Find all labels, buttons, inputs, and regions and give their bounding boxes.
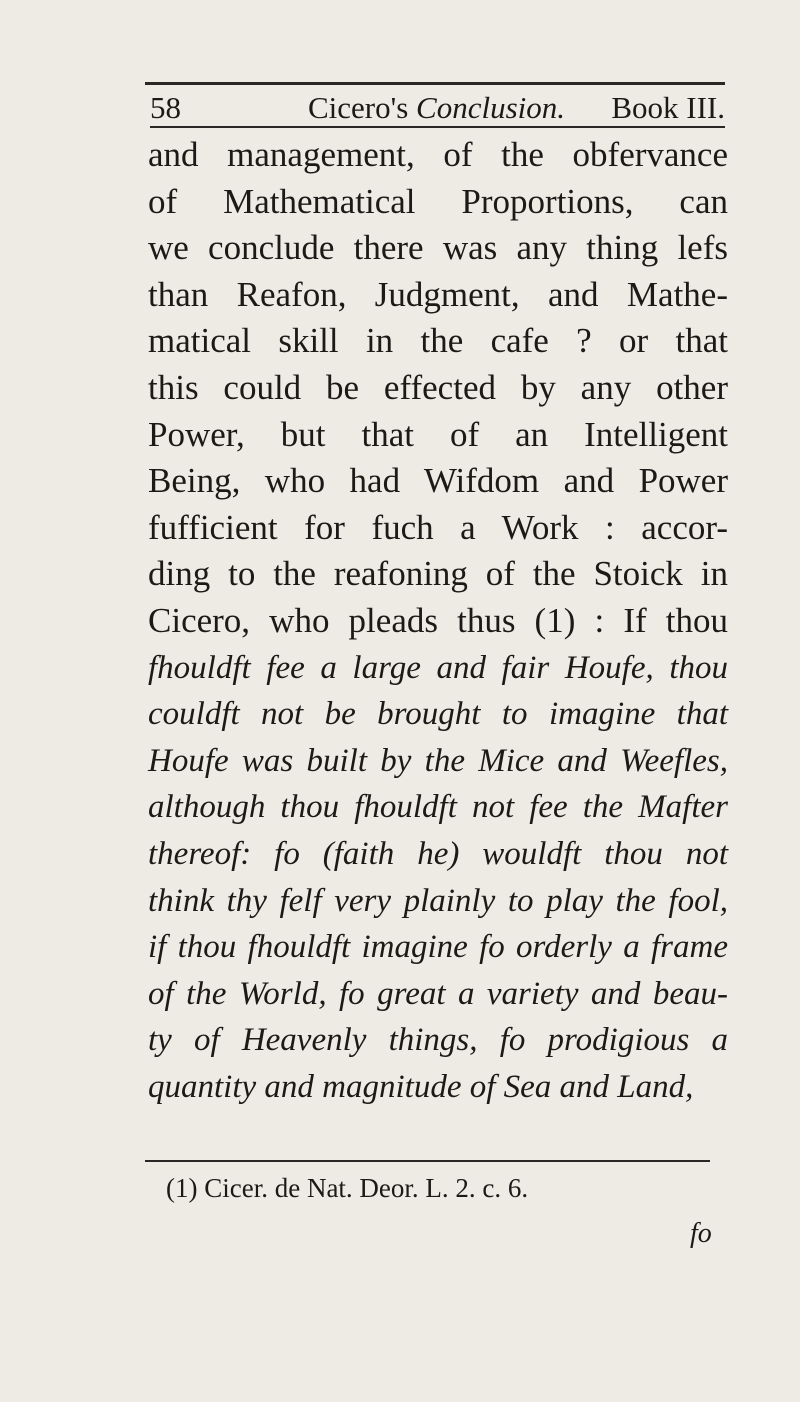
text-line: ding to the reafoning of the Stoick in	[148, 554, 728, 594]
running-title	[308, 88, 565, 128]
page-number: 58	[150, 90, 181, 125]
footnote-rule	[145, 1160, 710, 1162]
text-line: this could be effected by any other	[148, 367, 728, 407]
text-line: Being, who had Wifdom and Power	[148, 461, 728, 501]
text-line: Cicero, who pleads thus (1) : If thou	[148, 600, 728, 640]
text-line: although thou fhouldft not fee the Mafter	[148, 789, 728, 826]
header-rule	[150, 126, 725, 128]
text-line: matical skill in the cafe ? or that	[148, 321, 728, 361]
book-label: Book III.	[611, 90, 725, 125]
text-line: of Mathematical Proportions, can	[148, 181, 728, 221]
top-rule	[145, 82, 725, 85]
text-line: think thy felf very plainly to play the fool,	[148, 882, 728, 919]
catchword: fo	[690, 1218, 712, 1249]
text-line: than Reafon, Judgment, and Mathe-	[148, 274, 728, 314]
text-line: of the World, fo great a variety and beau-	[148, 975, 728, 1012]
footnote: (1) Cicer. de Nat. Deor. L. 2. c. 6.	[166, 1173, 529, 1203]
text-line: fhouldft fee a large and fair Houfe, thou	[148, 649, 728, 686]
text-line: we conclude there was any thing lefs	[148, 228, 728, 268]
running-title-italic: Conclusion.	[416, 90, 566, 125]
text-line: thereof: fo (faith he) wouldft thou not	[148, 835, 728, 872]
text-line: quantity and magnitude of Sea and Land,	[148, 1068, 694, 1105]
running-head	[150, 88, 725, 128]
text-line: ty of Heavenly things, fo prodigious a	[148, 1022, 728, 1059]
running-title-roman: Cicero's	[308, 90, 409, 125]
text-line: Power, but that of an Intelligent	[148, 414, 728, 454]
body-text	[148, 132, 728, 1110]
text-line: and management, of the obfervance	[148, 135, 728, 174]
text-line: if thou fhouldft imagine fo orderly a frame	[148, 929, 728, 966]
text-line: fufficient for fuch a Work : accor-	[148, 507, 728, 547]
text-line: couldft not be brought to imagine that	[148, 696, 728, 733]
text-line: Houfe was built by the Mice and Weefles,	[148, 742, 728, 779]
